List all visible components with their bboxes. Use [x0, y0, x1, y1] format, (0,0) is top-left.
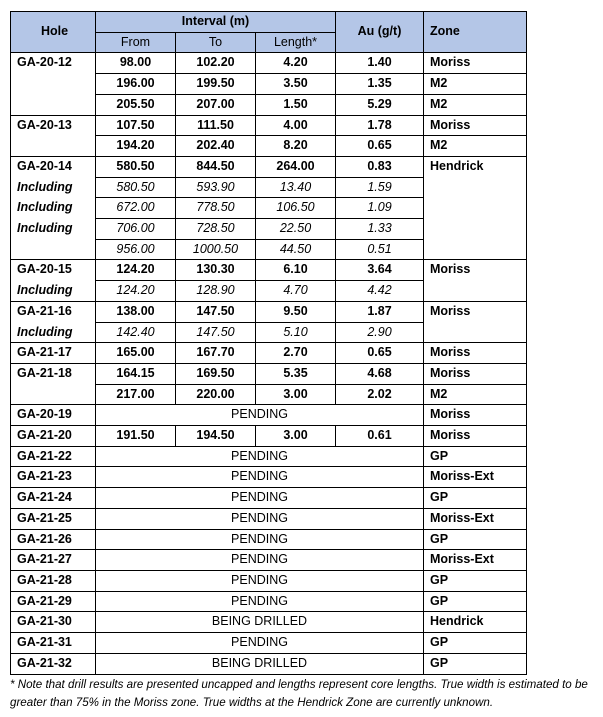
cell-hole: GA-21-22 [11, 446, 96, 467]
cell-hole: GA-20-14 [11, 156, 96, 177]
cell-zone [424, 322, 527, 343]
cell-length: 3.00 [256, 384, 336, 405]
cell-zone: Moriss [424, 343, 527, 364]
cell-status: BEING DRILLED [96, 612, 424, 633]
cell-zone: M2 [424, 136, 527, 157]
table-row [11, 115, 527, 136]
cell-length: 8.20 [256, 136, 336, 157]
cell-au: 0.51 [336, 239, 424, 260]
cell-from: 124.20 [96, 281, 176, 302]
cell-hole: GA-21-32 [11, 653, 96, 674]
cell-au: 1.35 [336, 74, 424, 95]
cell-from: 107.50 [96, 115, 176, 136]
cell-from: 672.00 [96, 198, 176, 219]
cell-hole: GA-20-12 [11, 53, 96, 74]
table-row [11, 653, 527, 674]
cell-status: PENDING [96, 570, 424, 591]
cell-hole: GA-21-31 [11, 633, 96, 654]
table-row [11, 591, 527, 612]
cell-status: PENDING [96, 529, 424, 550]
cell-au: 0.65 [336, 343, 424, 364]
cell-hole [11, 136, 96, 157]
cell-zone: M2 [424, 94, 527, 115]
cell-hole: GA-21-18 [11, 363, 96, 384]
cell-from: 164.15 [96, 363, 176, 384]
cell-length: 22.50 [256, 219, 336, 240]
table-row [11, 198, 527, 219]
cell-to: 207.00 [176, 94, 256, 115]
table-row [11, 426, 527, 447]
table-body [11, 53, 527, 674]
table-row [11, 570, 527, 591]
cell-to: 1000.50 [176, 239, 256, 260]
cell-zone: GP [424, 633, 527, 654]
cell-to: 194.50 [176, 426, 256, 447]
table-row [11, 467, 527, 488]
cell-status: BEING DRILLED [96, 653, 424, 674]
cell-status: PENDING [96, 488, 424, 509]
cell-length: 3.00 [256, 426, 336, 447]
cell-hole: GA-21-28 [11, 570, 96, 591]
cell-au: 1.40 [336, 53, 424, 74]
cell-zone: GP [424, 488, 527, 509]
cell-hole: GA-21-24 [11, 488, 96, 509]
cell-zone: GP [424, 591, 527, 612]
cell-from: 98.00 [96, 53, 176, 74]
cell-hole: Including [11, 219, 96, 240]
table-row [11, 136, 527, 157]
table-row [11, 343, 527, 364]
table-row [11, 301, 527, 322]
cell-hole: GA-21-16 [11, 301, 96, 322]
cell-hole: Including [11, 281, 96, 302]
cell-from: 191.50 [96, 426, 176, 447]
cell-au: 2.02 [336, 384, 424, 405]
cell-length: 5.10 [256, 322, 336, 343]
table-row [11, 363, 527, 384]
table-row [11, 446, 527, 467]
cell-au: 1.78 [336, 115, 424, 136]
cell-length: 5.35 [256, 363, 336, 384]
cell-zone: M2 [424, 74, 527, 95]
cell-zone: Moriss [424, 260, 527, 281]
cell-hole: GA-21-29 [11, 591, 96, 612]
cell-zone: Hendrick [424, 612, 527, 633]
cell-to: 169.50 [176, 363, 256, 384]
cell-hole [11, 384, 96, 405]
cell-zone: Moriss [424, 115, 527, 136]
cell-hole: Including [11, 177, 96, 198]
table-row [11, 281, 527, 302]
header-hole: Hole [11, 12, 96, 53]
cell-au: 0.83 [336, 156, 424, 177]
cell-from: 194.20 [96, 136, 176, 157]
cell-length: 2.70 [256, 343, 336, 364]
cell-from: 956.00 [96, 239, 176, 260]
cell-zone [424, 239, 527, 260]
cell-to: 102.20 [176, 53, 256, 74]
header-interval: Interval (m) [96, 12, 336, 33]
cell-zone: Moriss [424, 405, 527, 426]
cell-hole: GA-21-20 [11, 426, 96, 447]
cell-zone [424, 219, 527, 240]
cell-status: PENDING [96, 446, 424, 467]
header-length: Length* [256, 32, 336, 53]
table-row [11, 94, 527, 115]
cell-from: 580.50 [96, 156, 176, 177]
cell-zone: Moriss [424, 426, 527, 447]
cell-from: 205.50 [96, 94, 176, 115]
cell-hole: Including [11, 198, 96, 219]
cell-hole [11, 239, 96, 260]
cell-from: 580.50 [96, 177, 176, 198]
cell-au: 1.87 [336, 301, 424, 322]
cell-from: 142.40 [96, 322, 176, 343]
cell-au: 1.33 [336, 219, 424, 240]
header-zone: Zone [424, 12, 527, 53]
cell-length: 264.00 [256, 156, 336, 177]
cell-zone: Moriss-Ext [424, 508, 527, 529]
cell-au: 0.65 [336, 136, 424, 157]
cell-from: 196.00 [96, 74, 176, 95]
table-row [11, 74, 527, 95]
cell-zone: GP [424, 570, 527, 591]
cell-au: 1.59 [336, 177, 424, 198]
cell-hole: GA-21-17 [11, 343, 96, 364]
header-to: To [176, 32, 256, 53]
cell-length: 4.20 [256, 53, 336, 74]
cell-to: 593.90 [176, 177, 256, 198]
cell-zone: Moriss [424, 363, 527, 384]
table-row [11, 239, 527, 260]
cell-hole: GA-20-19 [11, 405, 96, 426]
table-row [11, 156, 527, 177]
cell-to: 778.50 [176, 198, 256, 219]
cell-zone [424, 177, 527, 198]
cell-to: 111.50 [176, 115, 256, 136]
cell-to: 128.90 [176, 281, 256, 302]
cell-status: PENDING [96, 550, 424, 571]
cell-status: PENDING [96, 633, 424, 654]
table-row [11, 550, 527, 571]
cell-hole: GA-21-30 [11, 612, 96, 633]
table-row [11, 633, 527, 654]
cell-to: 844.50 [176, 156, 256, 177]
cell-au: 1.09 [336, 198, 424, 219]
cell-length: 1.50 [256, 94, 336, 115]
cell-zone: M2 [424, 384, 527, 405]
cell-status: PENDING [96, 405, 424, 426]
table-row [11, 177, 527, 198]
cell-from: 217.00 [96, 384, 176, 405]
cell-zone [424, 281, 527, 302]
table-row [11, 322, 527, 343]
cell-hole: GA-21-27 [11, 550, 96, 571]
table-row [11, 384, 527, 405]
cell-length: 4.00 [256, 115, 336, 136]
cell-from: 165.00 [96, 343, 176, 364]
cell-au: 2.90 [336, 322, 424, 343]
cell-au: 0.61 [336, 426, 424, 447]
cell-status: PENDING [96, 591, 424, 612]
cell-to: 167.70 [176, 343, 256, 364]
cell-to: 199.50 [176, 74, 256, 95]
cell-from: 124.20 [96, 260, 176, 281]
cell-zone [424, 198, 527, 219]
cell-status: PENDING [96, 508, 424, 529]
cell-zone: Moriss [424, 301, 527, 322]
table-row [11, 488, 527, 509]
cell-zone: GP [424, 653, 527, 674]
table-row [11, 508, 527, 529]
table-row [11, 529, 527, 550]
cell-length: 9.50 [256, 301, 336, 322]
header-au: Au (g/t) [336, 12, 424, 53]
cell-from: 706.00 [96, 219, 176, 240]
cell-au: 4.42 [336, 281, 424, 302]
header-from: From [96, 32, 176, 53]
cell-length: 13.40 [256, 177, 336, 198]
cell-length: 44.50 [256, 239, 336, 260]
cell-to: 220.00 [176, 384, 256, 405]
cell-zone: Moriss [424, 53, 527, 74]
cell-zone: GP [424, 529, 527, 550]
cell-hole: GA-21-26 [11, 529, 96, 550]
cell-au: 5.29 [336, 94, 424, 115]
cell-to: 147.50 [176, 322, 256, 343]
table-row [11, 53, 527, 74]
cell-from: 138.00 [96, 301, 176, 322]
cell-zone: Moriss-Ext [424, 550, 527, 571]
cell-to: 130.30 [176, 260, 256, 281]
cell-length: 6.10 [256, 260, 336, 281]
cell-zone: GP [424, 446, 527, 467]
footnote: * Note that drill results are presented uncapped and lengths represent core lengths. True width is estimated to be greater than 75% in the Moriss zone. True widths at the Hendrick Zone are currently unknown. [10, 678, 588, 709]
cell-length: 106.50 [256, 198, 336, 219]
cell-hole: Including [11, 322, 96, 343]
cell-au: 4.68 [336, 363, 424, 384]
cell-to: 202.40 [176, 136, 256, 157]
cell-hole: GA-20-15 [11, 260, 96, 281]
cell-au: 3.64 [336, 260, 424, 281]
cell-length: 4.70 [256, 281, 336, 302]
cell-hole: GA-21-23 [11, 467, 96, 488]
cell-zone: Hendrick [424, 156, 527, 177]
cell-status: PENDING [96, 467, 424, 488]
table-row [11, 612, 527, 633]
cell-hole [11, 74, 96, 95]
drill-results-table [10, 11, 527, 675]
table-row [11, 405, 527, 426]
table-row [11, 260, 527, 281]
cell-hole: GA-21-25 [11, 508, 96, 529]
cell-to: 728.50 [176, 219, 256, 240]
cell-length: 3.50 [256, 74, 336, 95]
cell-to: 147.50 [176, 301, 256, 322]
cell-zone: Moriss-Ext [424, 467, 527, 488]
cell-hole: GA-20-13 [11, 115, 96, 136]
cell-hole [11, 94, 96, 115]
table-row [11, 219, 527, 240]
